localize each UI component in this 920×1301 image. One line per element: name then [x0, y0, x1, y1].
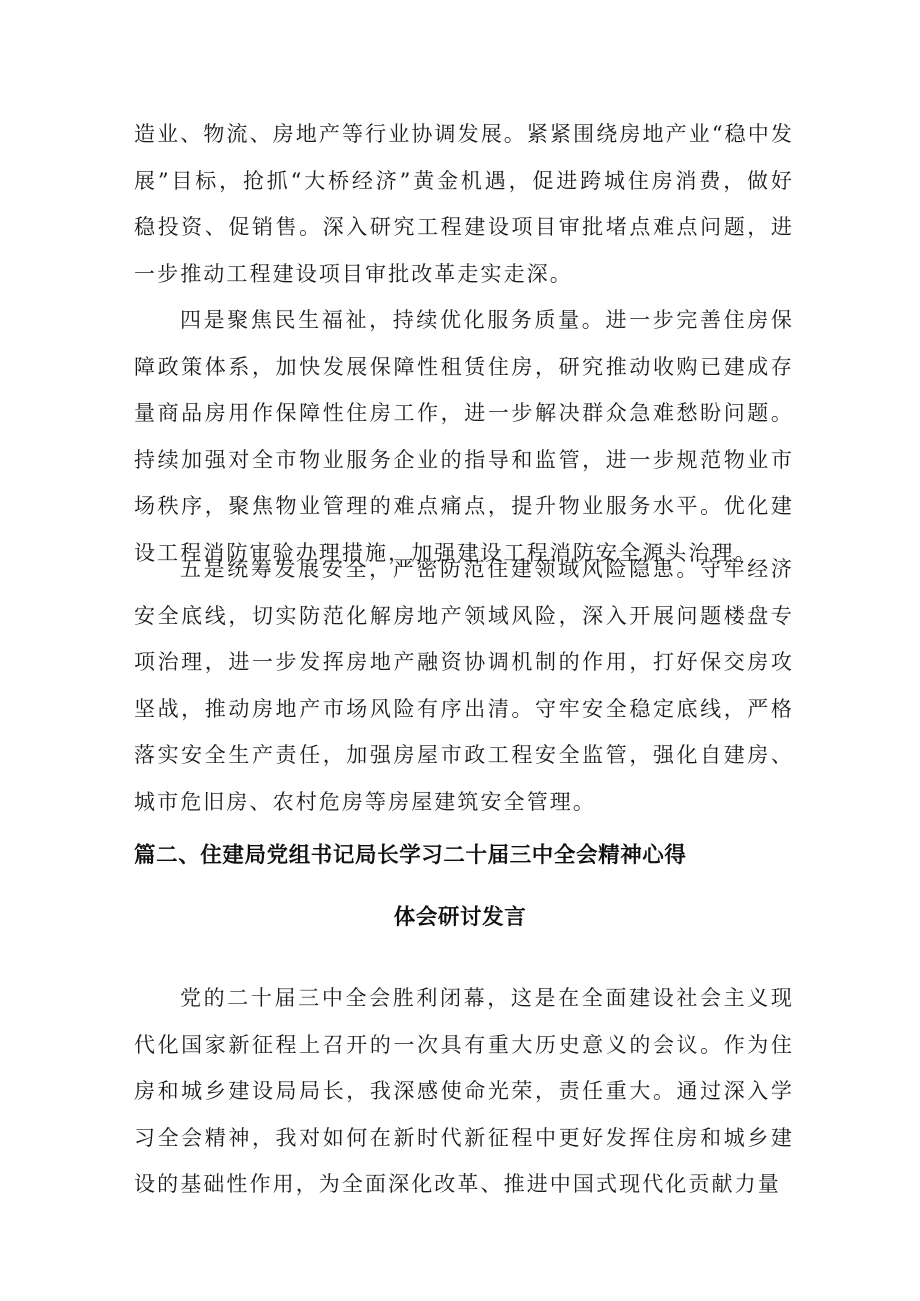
- section-heading-line-1: 篇二、住建局党组书记局长学习二十届三中全会精神心得: [134, 843, 687, 868]
- paragraph-point-four: 四是聚焦民生福祉，持续优化服务质量。进一步完善住房保障政策体系，加快发展保障性租赁住房，研究推动收购已建成存量商品房用作保障性住房工作，进一步解决群众急难愁盼问题。持续加强对全市物业服务企业的指导和监管，进一步规范物业市场秩序，聚焦物业管理的难点痛点，提升物业服务水平。优化建设工程消防审验办理措施，加强建设工程消防安全源头治理。: [134, 308, 794, 565]
- paragraph-point-five: 五是统筹发展安全，严密防范住建领域风险隐患。守牢经济安全底线，切实防范化解房地产领域风险，深入开展问题楼盘专项治理，进一步发挥房地产融资协调机制的作用，打好保交房攻坚战，推动房地产市场风险有序出清。守牢安全稳定底线，严格落实安全生产责任，加强房屋市政工程安全监管，强化自建房、城市危旧房、农村危房等房屋建筑安全管理。: [134, 557, 794, 814]
- paragraph-intro: 党的二十届三中全会胜利闭幕，这是在全面建设社会主义现代化国家新征程上召开的一次具有重大历史意义的会议。作为住房和城乡建设局局长，我深感使命光荣，责任重大。通过深入学习全会精神，我对如何在新时代新征程中更好发挥住房和城乡建设的基础性作用，为全面深化改革、推进中国式现代化贡献力量: [134, 986, 794, 1196]
- section-heading-line-2: 体会研讨发言: [393, 905, 527, 930]
- paragraph-continuation: 造业、物流、房地产等行业协调发展。紧紧围绕房地产业“稳中发展”目标，抢抓“大桥经济”黄金机遇，促进跨城住房消费，做好稳投资、促销售。深入研究工程建设项目审批堵点难点问题，进一步推动工程建设项目审批改革走实走深。: [134, 122, 794, 286]
